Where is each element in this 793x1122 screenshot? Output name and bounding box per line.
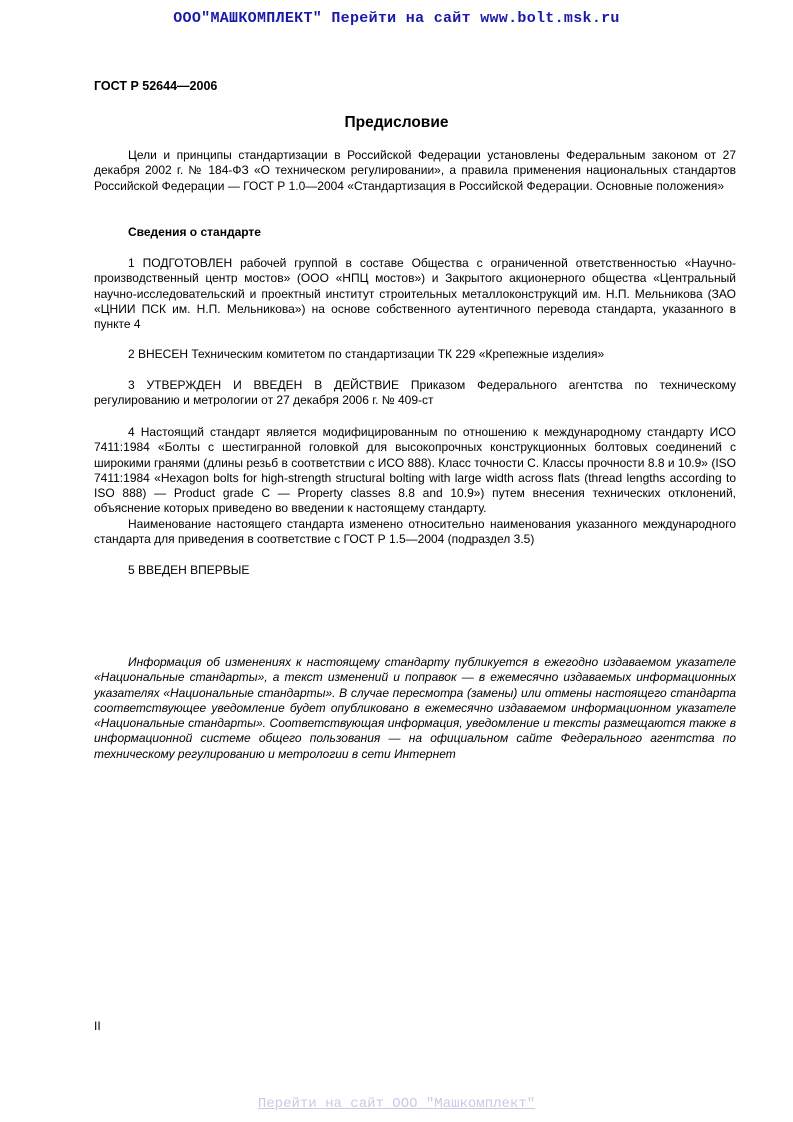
page-title: Предисловие bbox=[344, 114, 449, 131]
item-4-note: Наименование настоящего стандарта изменено относительно наименования указанного международного стандарта для приведения в соответствие с ГОСТ Р 1.5—2004 (подраздел 3.5) bbox=[94, 516, 736, 547]
item-3-paragraph: 3 УТВЕРЖДЕН И ВВЕДЕН В ДЕЙСТВИЕ Приказом Федерального агентства по техническому регулированию и метрологии от 27 декабря 2006 г. № 409-ст bbox=[94, 378, 736, 408]
item-4-paragraph: 4 Настоящий стандарт является модифицированным по отношению к международному стандарту ИСО 7411:1984 «Болты с шестигранной головкой для высокопрочных конструкционных болтовых соединений с широкими гранями (длины резьб в соответствии с ИСО 888). Класс точности С. Классы прочности 8.8 и 10.9» (ISO 7411:1984 «Hexagon bolts for high-strength structural bolting with large width across flats (thread lengths according to ISO 888) — Product grade C — Property classes 8.8 and 10.9») путем внесения технических отклонений, объяснение которых приведено во введении к настоящему стандарту. bbox=[94, 425, 736, 516]
item-4-block bbox=[94, 425, 736, 547]
document-code: ГОСТ Р 52644—2006 bbox=[94, 79, 218, 93]
site-link-header[interactable]: ООО"МАШКОМПЛЕКТ" Перейти на сайт www.bolt.msk.ru bbox=[173, 10, 620, 27]
item-5-paragraph: 5 ВВЕДЕН ВПЕРВЫЕ bbox=[128, 563, 250, 577]
item-1-paragraph: 1 ПОДГОТОВЛЕН рабочей группой в составе Общества с ограниченной ответственностью «Научно-производственный центр мостов» (ООО «НПЦ мостов») и Закрытого акционерного общества «Центральный научно-исследовательский и проектный институт строительных металлоконструкций им. Н.П. Мельникова (ЗАО «ЦНИИ ПСК им. Н.П. Мельникова») на основе собственного аутентичного перевода стандарта, указанного в пункте 4 bbox=[94, 256, 736, 332]
item-2-paragraph: 2 ВНЕСЕН Техническим комитетом по стандартизации ТК 229 «Крепежные изделия» bbox=[128, 347, 605, 361]
info-notice: Информация об изменениях к настоящему стандарту публикуется в ежегодно издаваемом указателе «Национальные стандарты», а текст изменений и поправок — в ежемесячно издаваемых информационных указателях «Национальные стандарты». В случае пересмотра (замены) или отмены настоящего стандарта соответствующее уведомление будет опубликовано в ежемесячно издаваемом информационном указателе «Национальные стандарты». Соответствующая информация, уведомление и тексты размещаются также в информационной системе общего пользования — на официальном сайте Федерального агентства по техническому регулированию и метрологии в сети Интернет bbox=[94, 655, 736, 761]
section-heading: Сведения о стандарте bbox=[128, 225, 261, 239]
site-link-footer[interactable]: Перейти на сайт ООО "Машкомплект" bbox=[257, 1096, 536, 1112]
intro-paragraph: Цели и принципы стандартизации в Российской Федерации установлены Федеральным законом от 27 декабря 2002 г. № 184-ФЗ «О техническом регулировании», а правила применения национальных стандартов Российской Федерации — ГОСТ Р 1.0—2004 «Стандартизация в Российской Федерации. Основные положения» bbox=[94, 148, 736, 193]
page-number: II bbox=[94, 1019, 101, 1033]
